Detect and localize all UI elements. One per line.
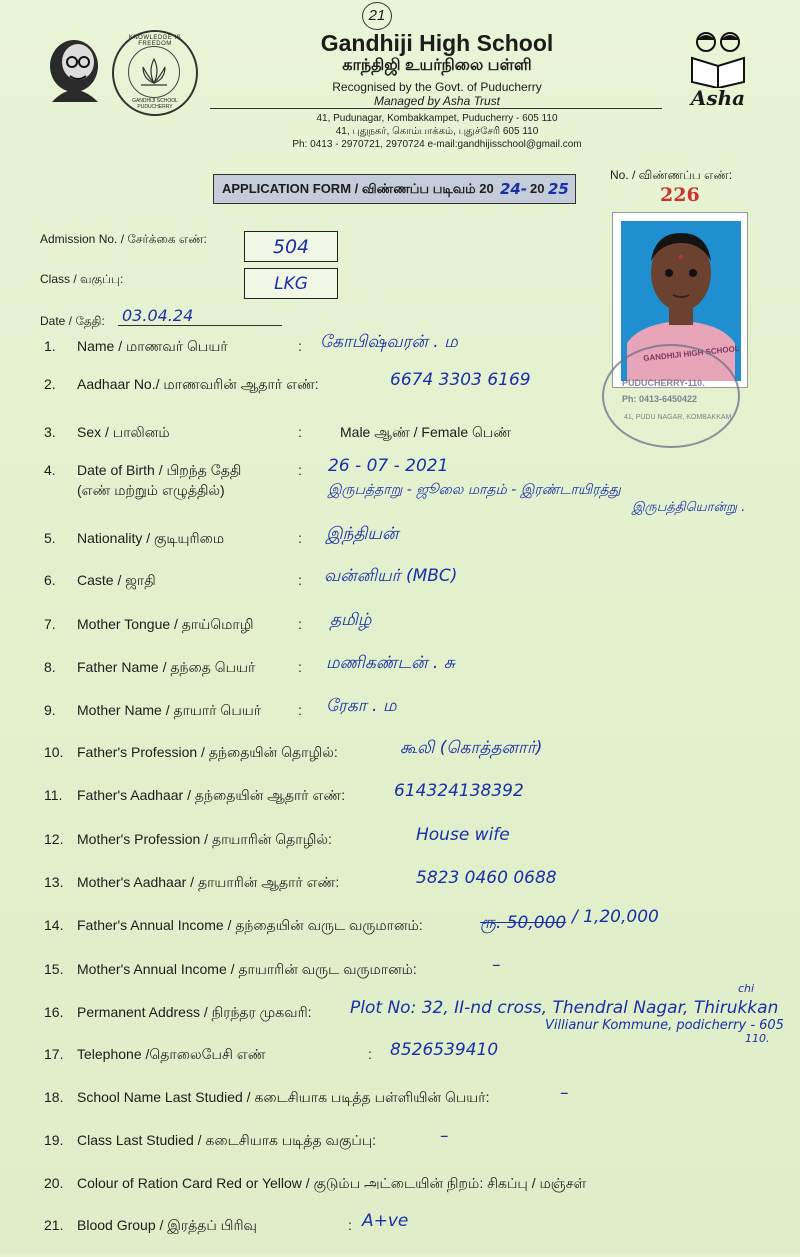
school-name-tamil: காந்திஜி உயர்நிலை பள்ளி: [342, 57, 532, 74]
field-row-4: [40, 456, 780, 515]
field-row-17: [40, 1040, 780, 1086]
field-value: 26 - 07 - 2021: [328, 456, 449, 476]
field-colon: :: [298, 338, 302, 354]
contact-line: Ph: 0413 - 2970721, 2970724 e-mail:gandhijisschool@gmail.com: [292, 139, 582, 150]
field-label: Father's Profession / தந்தையின் தொழில்:: [77, 744, 338, 760]
field-row-5: [40, 524, 780, 570]
field-label-line2: (எண் மற்றும் எழுத்தில்): [77, 482, 225, 498]
asha-trust-logo: [686, 28, 750, 112]
field-label: Father's Annual Income / தந்தையின் வருட வருமானம்:: [77, 917, 423, 933]
field-number: 7.: [44, 616, 56, 632]
seal-line-1: PUDUCHERRY-110.: [622, 378, 705, 388]
field-label: Date of Birth / பிறந்த தேதி: [77, 462, 242, 478]
field-row-20: [40, 1175, 780, 1215]
field-number: 16.: [44, 1004, 64, 1020]
header-divider: [210, 108, 662, 109]
field-colon: :: [298, 616, 302, 632]
field-row-9: [40, 696, 780, 742]
field-row-2: [40, 370, 780, 416]
field-label: Father's Aadhaar / தந்தையின் ஆதார் எண்:: [77, 787, 346, 803]
field-label: Mother's Aadhaar / தாயாரின் ஆதார் எண்:: [77, 874, 340, 890]
field-number: 20.: [44, 1175, 64, 1191]
field-row-7: [40, 610, 780, 656]
field-colon: :: [298, 424, 302, 440]
field-value: / 1,20,000: [572, 907, 659, 927]
lotus-icon: [128, 46, 180, 98]
field-row-11: [40, 781, 780, 827]
field-number: 5.: [44, 530, 56, 546]
field-number: 11.: [44, 787, 63, 803]
field-value-superscript: chi: [738, 982, 755, 995]
school-emblem: [112, 30, 198, 116]
field-number: 9.: [44, 702, 56, 718]
form-year-start: 24-: [500, 180, 528, 198]
field-row-21: [40, 1211, 780, 1257]
date-value: 03.04.24: [118, 306, 282, 326]
field-number: 17.: [44, 1046, 64, 1062]
address-tamil: 41, புதுநகர், கொம்பாக்கம், புதுச்சேரி 605 110: [335, 126, 539, 137]
school-name: Gandhiji High School: [320, 30, 554, 56]
form-year-end: 25: [548, 180, 569, 198]
field-row-13: [40, 868, 780, 914]
photo-shirt-text: GANDHIJI HIGH SCHOOL: [642, 343, 741, 364]
field-colon: :: [298, 572, 302, 588]
field-number: 21.: [44, 1217, 64, 1233]
field-value-line2: Villianur Kommune, podicherry - 605: [545, 1018, 784, 1033]
form-title: APPLICATION FORM / விண்ணப்ப படிவம் 20: [222, 181, 494, 196]
field-number: 12.: [44, 831, 64, 847]
field-label: Mother's Profession / தாயாரின் தொழில்:: [77, 831, 332, 847]
field-number: 8.: [44, 659, 56, 675]
field-row-6: [40, 566, 780, 612]
date-label: Date / தேதி:: [40, 314, 105, 328]
field-value: –: [560, 1083, 569, 1103]
field-value: ரேகா . ம: [326, 696, 397, 716]
emblem-school-name: GANDHIJI SCHOOL PUDUCHERRY: [132, 98, 178, 110]
field-colon: :: [368, 1046, 372, 1062]
field-value: வன்னியர் (MBC): [324, 566, 458, 586]
field-label: Mother Tongue / தாய்மொழி: [77, 616, 254, 632]
field-label: Caste / ஜாதி: [77, 572, 156, 588]
seal-line-2: Ph: 0413-6450422: [622, 394, 698, 404]
field-value: கூலி (கொத்தனார்): [400, 738, 543, 758]
field-number: 3.: [44, 424, 56, 440]
field-value: கோபிஷ்வரன் . ம: [320, 332, 458, 352]
field-number: 6.: [44, 572, 56, 588]
field-row-10: [40, 738, 780, 784]
page-number-text: 21: [368, 7, 386, 24]
class-label: Class / வகுப்பு:: [40, 272, 124, 286]
field-label: Father Name / தந்தை பெயர்: [77, 659, 256, 675]
field-value-struck: ரூ. 50,000: [480, 913, 567, 933]
field-label: Mother's Annual Income / தாயாரின் வருட வருமானம்:: [77, 961, 417, 977]
field-label: Colour of Ration Card Red or Yellow / குடும்ப அட்டையின் நிறம்: சிகப்பு / மஞ்சள்: [77, 1175, 587, 1191]
field-number: 4.: [44, 462, 56, 478]
seal-ring-text: 41, PUDU NAGAR, KOMBAKKAM: [624, 414, 732, 421]
application-number-label: No. / விண்ணப்ப எண்:: [610, 168, 733, 182]
application-number: 226: [660, 184, 700, 206]
field-value: 6674 3303 6169: [390, 370, 531, 390]
field-number: 18.: [44, 1089, 64, 1105]
address-english: 41, Pudunagar, Kombakkampet, Puducherry - 605 110: [316, 113, 558, 124]
class-box: [244, 268, 338, 299]
field-label: Mother Name / தாயார் பெயர்: [77, 702, 262, 718]
field-number: 19.: [44, 1132, 64, 1148]
field-label: Class Last Studied / கடைசியாக படித்த வகுப்பு:: [77, 1132, 377, 1148]
field-row-16: [40, 982, 784, 1045]
field-value: Plot No: 32, II-nd cross, Thendral Nagar, Thirukkan: [350, 998, 779, 1018]
field-value: 8526539410: [390, 1040, 499, 1060]
field-row-19: [40, 1126, 780, 1172]
field-label: Permanent Address / நிரந்தர முகவரி:: [77, 1004, 312, 1020]
field-value-line3: 110.: [745, 1032, 770, 1045]
field-label: Name / மாணவர் பெயர்: [77, 338, 228, 354]
field-row-14: [40, 907, 780, 957]
admission-number-label: Admission No. / சேர்க்கை எண்:: [40, 232, 207, 246]
field-number: 15.: [44, 961, 64, 977]
field-value: –: [492, 955, 501, 975]
field-value: House wife: [416, 825, 510, 845]
field-row-15: [40, 955, 780, 1001]
class-value: LKG: [274, 274, 308, 294]
field-value: மணிகண்டன் . சு: [326, 653, 455, 673]
children-reading-icon: [686, 28, 750, 88]
asha-wordmark: Asha: [690, 86, 746, 110]
page-number-mark: [362, 2, 392, 30]
emblem-motto: KNOWLEDGE IS FREEDOM: [128, 35, 182, 47]
field-value: 614324138392: [394, 781, 524, 801]
field-row-18: [40, 1083, 780, 1129]
field-colon: :: [298, 462, 302, 478]
field-label: Sex / பாலினம்: [77, 424, 170, 440]
admission-number-value: 504: [272, 236, 310, 258]
field-value: 5823 0460 0688: [416, 868, 557, 888]
field-number: 13.: [44, 874, 64, 890]
field-row-8: [40, 653, 780, 699]
field-number: 1.: [44, 338, 56, 354]
field-value: A+ve: [362, 1211, 409, 1231]
field-value: தமிழ்: [330, 610, 372, 630]
form-year-mid: 20: [530, 181, 545, 196]
field-label: Nationality / குடியுரிமை: [77, 530, 225, 546]
field-row-12: [40, 825, 780, 871]
managed-by-line: Managed by Asha Trust: [373, 94, 501, 108]
field-value-line2: இருபத்தாறு - ஜூலை மாதம் - இரண்டாயிரத்து: [328, 482, 621, 498]
field-value: Male ஆண் / Female பெண்: [340, 424, 512, 440]
gandhi-portrait-logo: [40, 32, 106, 106]
field-colon: :: [348, 1217, 352, 1233]
recognition-line: Recognised by the Govt. of Puducherry: [332, 80, 542, 94]
form-title-box: [213, 174, 576, 204]
field-label: Telephone /தொலைபேசி எண்: [77, 1046, 266, 1062]
field-colon: :: [298, 530, 302, 546]
field-number: 10.: [44, 744, 64, 760]
field-value-line3: இருபத்தியொன்று .: [632, 500, 746, 515]
admission-number-box: [244, 231, 338, 262]
field-colon: :: [298, 659, 302, 675]
field-value: இந்தியன்: [326, 524, 399, 544]
field-label: Aadhaar No./ மாணவரின் ஆதார் எண்:: [77, 376, 319, 392]
field-number: 14.: [44, 917, 64, 933]
field-label: Blood Group / இரத்தப் பிரிவு: [77, 1217, 257, 1233]
field-number: 2.: [44, 376, 56, 392]
field-label: School Name Last Studied / கடைசியாக படித்த பள்ளியின் பெயர்:: [77, 1089, 490, 1105]
field-value: –: [440, 1126, 449, 1146]
field-colon: :: [298, 702, 302, 718]
